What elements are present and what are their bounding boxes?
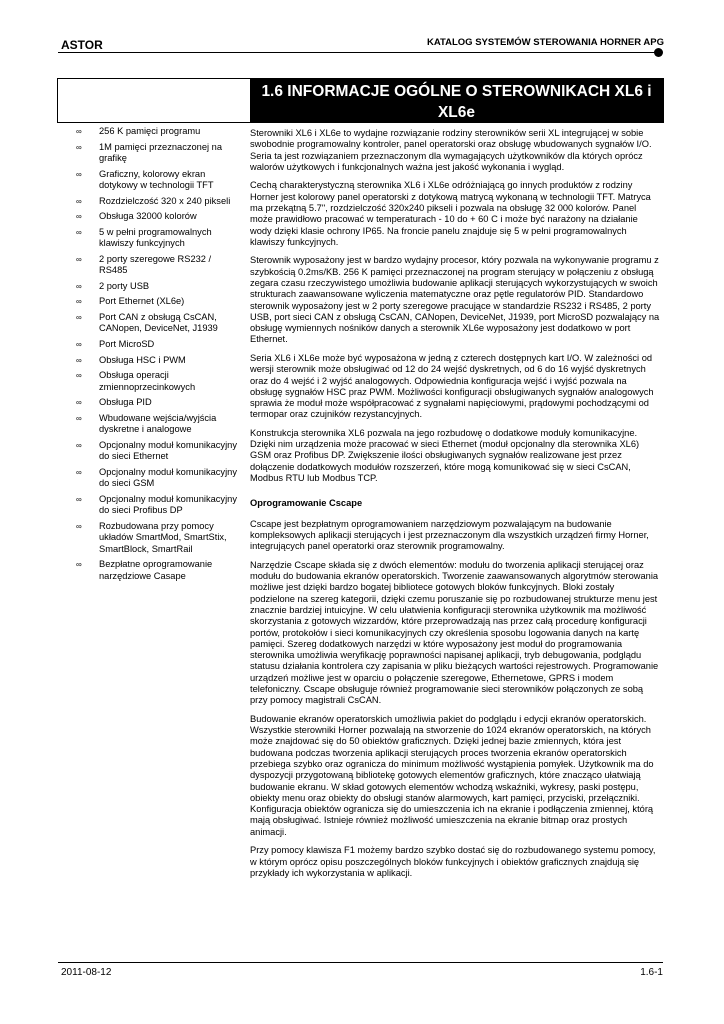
feature-item <box>74 339 239 350</box>
feature-item <box>74 413 239 436</box>
footer-page-number: 1.6-1 <box>640 967 663 978</box>
feature-text: Port MicroSD <box>99 338 155 349</box>
feature-item <box>74 196 239 207</box>
feature-item <box>74 126 239 137</box>
header-catalog-title: KATALOG SYSTEMÓW STEROWANIA HORNER APG <box>427 37 664 48</box>
header-rule <box>58 52 658 53</box>
feature-item <box>74 559 239 582</box>
feature-item <box>74 296 239 307</box>
feature-item <box>74 211 239 222</box>
feature-item <box>74 494 239 517</box>
main-content <box>250 128 660 886</box>
feature-item <box>74 169 239 192</box>
feature-text: Rozdzielczość 320 x 240 pikseli <box>99 195 231 206</box>
paragraph: Sterownik wyposażony jest w bardzo wydajny procesor, który pozwala na wykonywanie programu z szybkością 0.2ms/KB. 256 K pamięci przeznaczonej na program sterujący w połączeniu z obsługą zegara czasu rzeczywistego umożliwia budowanie aplikacji sterujących wykorzystujących w swoich strukturach zaawansowane wyliczenia matematyczne oraz pętle regulatorów PID. Standardowo sterownik wyposażony jest w 2 porty szeregowe pracujące w standardzie RS232 i RS485, 2 porty USB, port sieci CAN z obsługą CsCAN, CANopen, DeviceNet, J1939, port MicroSD pozwalający na obsługę wymiennych nośników danych a sterownik XL6e wyposażony jest dodatkowo w port Ethernet. <box>250 255 660 345</box>
bullet-icon: ∞ <box>76 560 82 570</box>
feature-item <box>74 397 239 408</box>
bullet-icon: ∞ <box>76 440 82 450</box>
feature-item <box>74 227 239 250</box>
header-dot <box>654 48 663 57</box>
bullet-icon: ∞ <box>76 127 82 136</box>
feature-item <box>74 254 239 277</box>
feature-text: Obsługa HSC i PWM <box>99 354 186 365</box>
paragraph: Cechą charakterystyczną sterownika XL6 i XL6e odróżniającą go innych produktów z rodziny Horner jest kolorowy panel operatorski z dotykową matrycą wykonaną w technologii TFT. Matryca ma przekątną 5.7", rozdzielczość 320x240 pikseli i pozwala na obsługę 32 000 kolorów. Panel może prawidłowo pracować w temperaturach - 10 do + 60 C i może być narażony na działanie wody dzięki klasie ochrony IP65. Na froncie panelu znajduje się 5 w pełni programowalnych klawiszy funkcyjnych. <box>250 180 651 247</box>
header-company: ASTOR <box>61 38 103 52</box>
feature-text: 256 K pamięci programu <box>99 126 201 136</box>
bullet-icon: ∞ <box>76 355 82 365</box>
feature-text: Port CAN z obsługą CsCAN, CANopen, DeviceNet, J1939 <box>99 311 218 334</box>
feature-list <box>74 126 239 586</box>
feature-text: Obsługa 32000 kolorów <box>99 211 197 222</box>
section-title: 1.6 INFORMACJE OGÓLNE O STEROWNIKACH XL6 i XL6e <box>250 78 663 123</box>
paragraph: Przy pomocy klawisza F1 możemy bardzo szybko dostać się do rozbudowanego systemu pomocy, w którym oprócz opisu poszczególnych bloków funkcyjnych i obiektów graficznych znajdują się przykłady ich wykorzystania w aplikacji. <box>250 845 656 878</box>
feature-text: Obsługa PID <box>99 397 152 408</box>
feature-text: Opcjonalny moduł komunikacyjny do sieci GSM <box>99 466 237 489</box>
bullet-icon: ∞ <box>76 227 82 237</box>
paragraph: Konstrukcja sterownika XL6 pozwala na jego rozbudowę o dodatkowe moduły komunikacyjne. Dzięki nim urządzenia może pracować w sieci Ethernet (moduł opcjonalny dla sterownika XL6) GSM oraz Profibus DP. Zwiększenie ilości obsługiwanych sygnałów realizowane jest przez dołączenie dodatkowych modułów rozszerzeń, które mogą komunikować się w sieci CsCAN, Modbus RTU lub Modbus TCP. <box>250 427 640 484</box>
feature-text: 5 w pełni programowalnych klawiszy funkcyjnych <box>99 226 212 249</box>
paragraph: Cscape jest bezpłatnym oprogramowaniem narzędziowym pozwalającym na budowanie kompleksowych aplikacji sterujących i jest przeznaczonym dla wszystkich urządzeń firmy Horner, integrujących panel operatorki oraz sterownik programowalny. <box>250 518 649 552</box>
section-heading-cscape: Oprogramowanie Cscape <box>250 498 363 509</box>
feature-text: Graficzny, kolorowy ekran dotykowy w technologii TFT <box>99 168 214 190</box>
paragraph: Seria XL6 i XL6e może być wyposażona w jedną z czterech dostępnych kart I/O. W zależności od wersji sterownik może obsługiwać od 12 do 24 wejść dyskretnych, od 6 do 16 wyjść dyskretnych oraz do 4 wejść i 2 wyjść analogowych. Odpowiednia konfiguracja wejść i wyjść pozwala na obsługę sygnałów HSC praz PWM. Możliwości konfiguracji obsługiwanych sygnałów analogowych sprawia że moduł może współpracować z sygnałami napięciowymi, prądowymi pochodzącymi od termopar oraz czujników rezystancyjnych. <box>250 352 654 420</box>
feature-item <box>74 521 239 555</box>
bullet-icon: ∞ <box>76 297 82 307</box>
bullet-icon: ∞ <box>76 398 82 408</box>
feature-item <box>74 281 239 292</box>
bullet-icon: ∞ <box>76 467 82 477</box>
bullet-icon: ∞ <box>76 339 82 349</box>
feature-text: 2 porty szeregowe RS232 / RS485 <box>99 253 212 276</box>
feature-text: Rozbudowana przy pomocy układów SmartMod, SmartStix, SmartBlock, SmartRail <box>99 520 227 554</box>
footer-date: 2011-08-12 <box>61 967 112 978</box>
bullet-icon: ∞ <box>76 312 82 322</box>
feature-item <box>74 467 239 490</box>
bullet-icon: ∞ <box>76 413 82 423</box>
feature-item <box>74 440 239 463</box>
paragraph: Sterowniki XL6 i XL6e to wydajne rozwiązanie rodziny sterowników serii XL integrującej w sobie swobodnie programowalny kontroler, panel operatorski oraz obsługę wbudowanych sygnałów I/O. Seria ta jest rozwiązaniem przeznaczonym dla wymagających użytkowników dla których oprócz walorów użytkowych i funkcjonalnych ważna jest jakość wykonania i wygląd. <box>250 128 652 172</box>
bullet-icon: ∞ <box>76 212 82 222</box>
bullet-icon: ∞ <box>76 142 82 152</box>
paragraph: Budowanie ekranów operatorskich umożliwia pakiet do podglądu i edycji ekranów operatorskich. Wszystkie sterowniki Horner pozwalają na stworzenie do 1024 ekranów operatorskich, na których może znajdować się do 50 obiektów graficznych. Dzięki jednej bazie zmiennych, która jest budowana podczas tworzenia aplikacji sterujących proces tworzenia ekranów operatorskich przebiega szybko oraz ogranicza do minimum możliwość wystąpienia pomyłek. Użytkownik ma do dyspozycji przygotowaną bibliotekę gotowych elementów graficznych, które znacząco ułatwiają budowanie ekranu. W skład gotowych elementów wchodzą wskaźniki, wykresy, paski postępu, obiekty menu oraz obiekty do obsługi stanów alarmowych, kart pamięci, przyciski, przełączniki. Konfiguracja obiektów ogranicza się do umieszczenia ich na ekranie i podłączenia zmiennej, którą mają obsługiwać. Istnieje również możliwość umieszczenia na ekranie bitmap oraz prostych animacji. <box>250 713 654 837</box>
feature-text: Port Ethernet (XL6e) <box>99 296 185 307</box>
feature-text: Opcjonalny moduł komunikacyjny do sieci Ethernet <box>99 439 237 462</box>
paragraph: Narzędzie Cscape składa się z dwóch elementów: modułu do tworzenia aplikacji sterującej oraz modułu do budowania ekranów operatorskich. Tworzenie zaawansowanych algorytmów sterowania możliwe jest dzięki bardzo bogatej bibliotece gotowych bloków funkcyjnych. Bloki zostały podzielone na szereg kategorii, dzięki czemu poruszanie się po rozbudowanej strukturze menu jest znacznie bardziej intuicyjne. W celu ułatwienia konfiguracji sterownika użytkownik ma możliwość skorzystania z gotowych wizzardów, które przeprowadzają nas przez całą procedurę konfiguracji portów, protokołów i sieci komunikacyjnych czy określenia sposobu logowania danych na kartę pamięci. Szereg dodatkowych narzędzi w które wyposażony jest moduł do programowania sterownika umożliwia weryfikację poprawności napisanej aplikacji, tryb debugowania, podglądu statusu działania kontrolera czy zapisania w pliku bieżących wartości rejestrowych. Programowanie urządzeń możliwe jest w oparciu o połączenie szeregowe, Ethernetowe, GPRS i modem telefoniczny. Cscape obsługuje również programowanie sieci sterowników połączonych ze sobą przy pomocy magistrali CsCAN. <box>250 559 659 706</box>
feature-text: Obsługa operacji zmiennoprzecinkowych <box>99 370 196 392</box>
bullet-icon: ∞ <box>76 494 82 504</box>
feature-text: Bezpłatne oprogramowanie narzędziowe Casape <box>99 559 213 581</box>
feature-text: 2 porty USB <box>99 280 150 291</box>
feature-item <box>74 355 239 366</box>
feature-item <box>74 312 239 335</box>
footer-rule <box>58 962 663 963</box>
bullet-icon: ∞ <box>76 169 82 179</box>
bullet-icon: ∞ <box>76 521 82 531</box>
bullet-icon: ∞ <box>76 254 82 264</box>
feature-text: Opcjonalny moduł komunikacyjny do sieci Profibus DP <box>99 493 237 516</box>
bullet-icon: ∞ <box>76 371 82 381</box>
bullet-icon: ∞ <box>76 281 82 291</box>
feature-text: 1M pamięci przeznaczonej na grafikę <box>99 141 222 163</box>
feature-item <box>74 142 239 165</box>
feature-item <box>74 370 239 393</box>
bullet-icon: ∞ <box>76 196 82 206</box>
feature-text: Wbudowane wejścia/wyjścia dyskretne i analogowe <box>99 412 217 435</box>
